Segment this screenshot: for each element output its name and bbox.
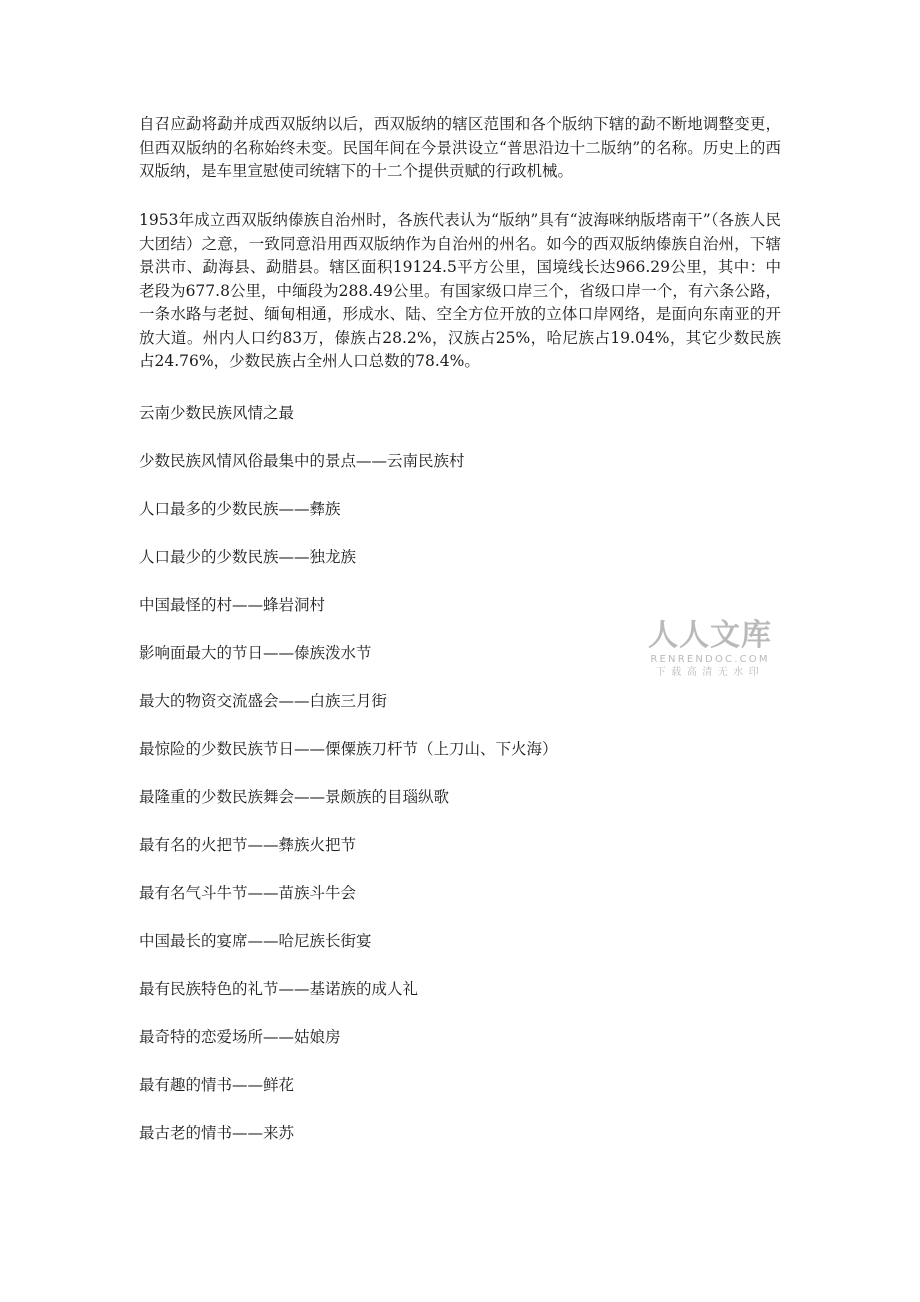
list-item: 中国最长的宴席——哈尼族长街宴 <box>139 932 372 950</box>
list-item: 最有名气斗牛节——苗族斗牛会 <box>139 884 357 902</box>
list-item: 影响面最大的节日——傣族泼水节 <box>139 644 372 662</box>
paragraph-xishuangbanna-history: 自召应勐将勐并成西双版纳以后，西双版纳的辖区范围和各个版纳下辖的勐不断地调整变更，但西双版纳的名称始终未变。民国年间在今景洪设立“普思沿边十二版纳”的名称。历史上的西双版纳，是车里宣慰使司统辖下的十二个提供贡赋的行政机械。 <box>139 115 781 180</box>
list-item: 最隆重的少数民族舞会——景颇族的目瑙纵歌 <box>139 788 450 806</box>
list-item: 最惊险的少数民族节日——傈僳族刀杆节（上刀山、下火海） <box>139 740 558 758</box>
watermark-subtitle: 下载高清无水印 <box>655 667 765 678</box>
paragraph-autonomous-prefecture: 1953年成立西双版纳傣族自治州时，各族代表认为“版纳”具有“波海咪纳版塔南干”（各族人民大团结）之意，一致同意沿用西双版纳作为自治州的州名。如今的西双版纳傣族自治州，下辖景洪市、勐海县、勐腊县。辖区面积19124.5平方公里，国境线长达966.29公里，其中：中老段为677.8公里，中缅段为288.49公里。有国家级口岸三个，省级口岸一个，有六条公路，一条水路与老挝、缅甸相通，形成水、陆、空全方位开放的立体口岸网络，是面向东南亚的开放大道。州内人口约83万，傣族占28.2%，汉族占25%，哈尼族占19.04%，其它少数民族占24.76%，少数民族占全州人口总数的78.4%。 <box>139 211 781 370</box>
list-item: 人口最少的少数民族——独龙族 <box>139 548 357 566</box>
list-item: 最有名的火把节——彝族火把节 <box>139 836 357 854</box>
list-item: 最大的物资交流盛会——白族三月街 <box>139 692 388 710</box>
list-item: 人口最多的少数民族——彝族 <box>139 500 341 518</box>
watermark-logo <box>648 619 772 679</box>
list-item: 少数民族风情风俗最集中的景点——云南民族村 <box>139 452 465 470</box>
list-item: 中国最怪的村——蜂岩洞村 <box>139 596 326 614</box>
list-item: 最古老的情书——来苏 <box>139 1124 295 1142</box>
list-item: 最奇特的恋爱场所——姑娘房 <box>139 1028 341 1046</box>
watermark-title: 人人文库 <box>648 618 772 653</box>
watermark-domain: RENRENDOC.COM <box>650 654 770 665</box>
list-item: 最有民族特色的礼节——基诺族的成人礼 <box>139 980 419 998</box>
list-item: 最有趣的情书——鲜花 <box>139 1076 295 1094</box>
section-heading: 云南少数民族风情之最 <box>139 404 295 422</box>
